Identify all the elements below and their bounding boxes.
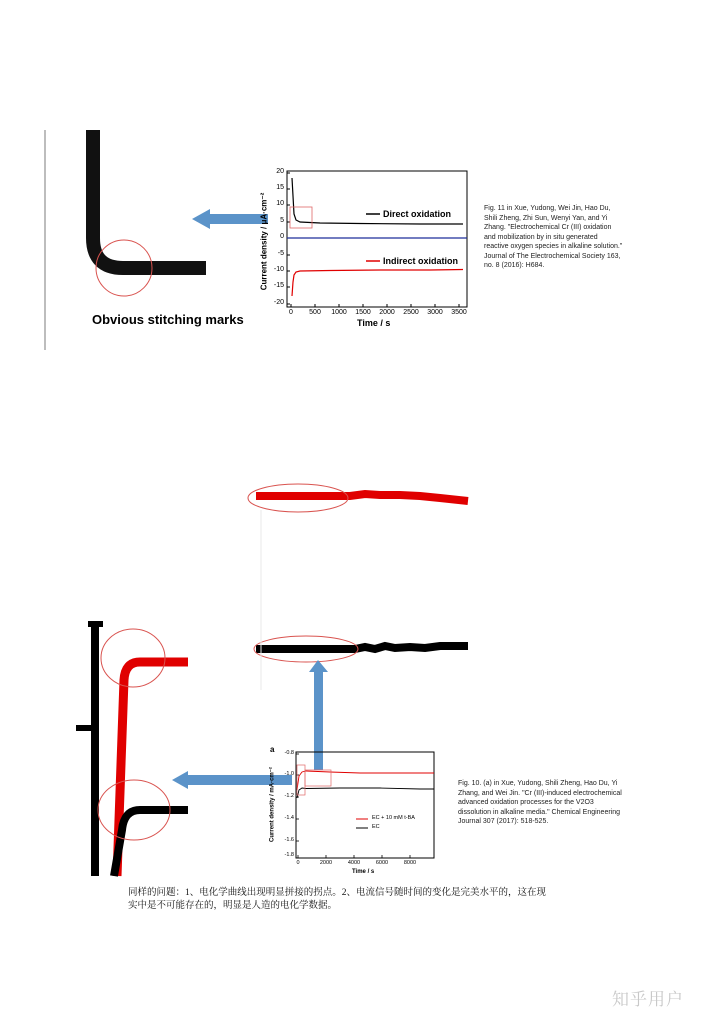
stitch-annotation: Obvious stitching marks: [92, 312, 244, 327]
xtick: 1000: [331, 309, 347, 316]
citation-2: Fig. 10. (a) in Xue, Yudong, Shili Zheng, Hao Du, Yi Zhang, and Wei Jin. "Cr (III)-induced electrochemical advanced oxidation processes for the V2O3 dissolution in alkaline media." Chemical Engineering Journal 307 (2017): 518-525.: [458, 780, 622, 825]
citation-1: Fig. 11 in Xue, Yudong, Wei Jin, Hao Du, Shili Zheng, Zhi Sun, Wenyi Yan, and Yi Zhang. "Electrochemical Cr (III) oxidation and mobilization by in situ generated reactive oxygen species in alkaline solution." Journal of The Electrochemical Society 163, no. 8 (2016): H684.: [484, 205, 623, 269]
ytick: -20: [273, 299, 284, 306]
ytick: -1.2: [284, 793, 294, 799]
watermark: 知乎用户: [612, 990, 684, 1009]
ytick: 5: [280, 217, 284, 224]
ytick: -1.4: [284, 815, 294, 821]
xtick: 1500: [355, 309, 371, 316]
ytick: 15: [276, 184, 284, 191]
plot-frame: [296, 752, 434, 858]
chart2-legend-ec-tba: EC + 10 mM t-BA: [372, 815, 415, 821]
xtick: 6000: [375, 860, 389, 866]
xtick: 0: [296, 860, 300, 866]
chart2-legend-ec: EC: [372, 824, 380, 830]
chart1-legend-indirect: Indirect oxidation: [383, 256, 459, 266]
xtick: 4000: [347, 860, 361, 866]
xtick: 2000: [379, 309, 395, 316]
ytick: 0: [280, 233, 284, 240]
ytick: -5: [277, 250, 284, 257]
chart2-panel-label: a: [270, 745, 275, 754]
xtick: 8000: [403, 860, 417, 866]
comment-text: 同样的问题：1、电化学曲线出现明显拼接的拐点。2、电流信号随时间的变化是完美水平的，这在现实中是不可能存在的，明显是人造的电化学数据。: [128, 888, 547, 911]
ytick: 20: [276, 168, 284, 175]
ytick: -15: [273, 282, 284, 289]
chart1-legend-direct: Direct oxidation: [383, 209, 452, 219]
xtick: 500: [309, 309, 321, 316]
series-ec-tba-line: [297, 771, 434, 790]
ytick: -1.8: [284, 852, 294, 858]
chart2-xlabel: Time / s: [352, 869, 375, 875]
chart1-xlabel: Time / s: [357, 318, 391, 328]
xtick: 3000: [427, 309, 443, 316]
xtick: 3500: [451, 309, 467, 316]
xtick: 2000: [319, 860, 333, 866]
xtick: 0: [289, 309, 293, 316]
ytick: -10: [273, 266, 284, 273]
ytick: -1.0: [284, 771, 294, 777]
xtick: 2500: [403, 309, 419, 316]
chart2-ylabel: Current density / mA·cm⁻²: [269, 767, 276, 842]
ytick: -1.6: [284, 837, 294, 843]
ytick: 10: [276, 200, 284, 207]
ytick: -0.8: [284, 750, 294, 756]
chart1-ylabel: Current density / μA·cm⁻²: [259, 192, 269, 291]
series-ec-line: [297, 788, 434, 798]
